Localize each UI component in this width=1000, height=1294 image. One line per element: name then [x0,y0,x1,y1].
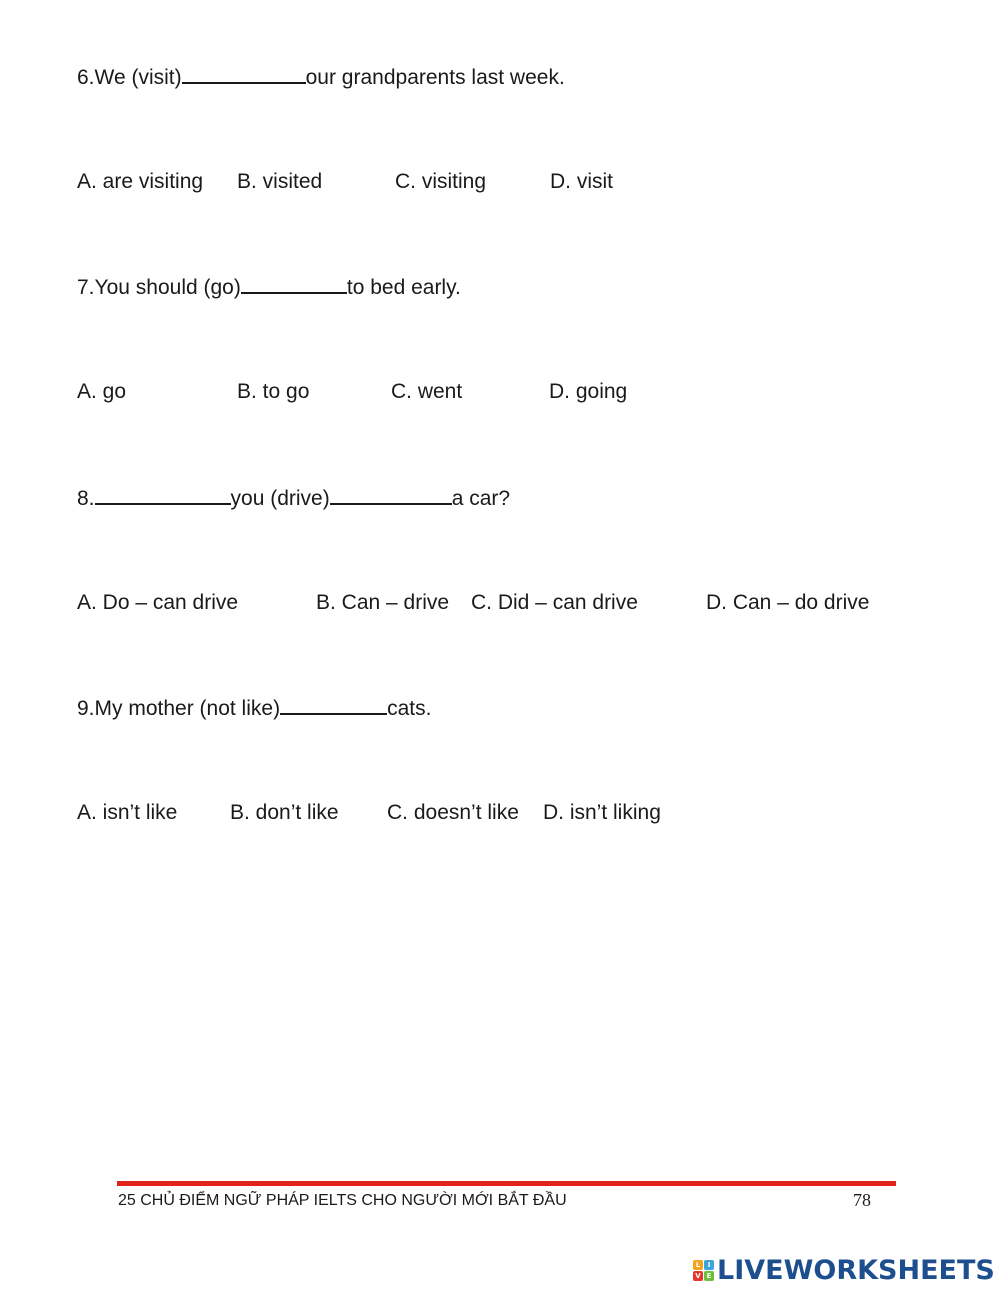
question-6-text-after: our grandparents last week. [305,66,565,89]
page-number: 78 [853,1190,871,1210]
question-7-text-after: to bed early. [346,276,461,299]
question-9-option-b[interactable]: B. don’t like [230,801,339,824]
liveworksheets-logo [693,1254,995,1286]
logo-mark-v: V [693,1271,703,1281]
logo-mark-i: I [704,1260,714,1270]
question-6-prompt [77,64,565,91]
liveworksheets-logo-text: LIVEWORKSHEETS [717,1254,995,1286]
question-8-option-c[interactable]: C. Did – can drive [471,591,638,614]
question-8-blank-1[interactable] [95,485,231,505]
question-9-option-c[interactable]: C. doesn’t like [387,801,519,824]
question-7-option-d[interactable]: D. going [549,380,628,403]
logo-mark-e: E [704,1271,714,1281]
question-8-prompt [77,485,510,512]
question-8-blank-2[interactable] [330,485,452,505]
question-8-text-after: a car? [451,487,511,510]
question-6-option-c[interactable]: C. visiting [395,170,487,193]
question-7-prompt [77,274,461,301]
question-8-option-a[interactable]: A. Do – can drive [77,591,239,614]
question-9-text-after: cats. [387,697,432,720]
footer-rule [117,1181,896,1186]
question-7-option-b[interactable]: B. to go [237,380,310,403]
liveworksheets-logo-icon [693,1260,714,1281]
question-6-option-a[interactable]: A. are visiting [77,170,204,193]
question-9-option-a[interactable]: A. isn’t like [77,801,178,824]
footer-title: 25 CHỦ ĐIỂM NGỮ PHÁP IELTS CHO NGƯỜI MỚI BẮT ĐẦU [118,1192,567,1209]
question-9-blank[interactable] [280,695,387,715]
question-6-blank[interactable] [182,64,306,84]
question-7-option-c[interactable]: C. went [391,380,463,403]
question-8-option-d[interactable]: D. Can – do drive [706,591,870,614]
question-6-option-d[interactable]: D. visit [550,170,613,193]
question-7-text-before: 7.You should (go) [77,276,241,299]
question-6-option-b[interactable]: B. visited [237,170,323,193]
question-7-blank[interactable] [241,274,347,294]
question-9-text-before: 9.My mother (not like) [77,697,281,720]
question-6-text-before: 6.We (visit) [77,66,182,89]
question-8-text-before: 8. [77,487,95,510]
question-9-prompt [77,695,431,722]
question-7-option-a[interactable]: A. go [77,380,127,403]
logo-mark-l: L [693,1260,703,1270]
question-8-text-middle: you (drive) [230,487,330,510]
question-9-option-d[interactable]: D. isn’t liking [543,801,661,824]
question-8-option-b[interactable]: B. Can – drive [316,591,450,614]
